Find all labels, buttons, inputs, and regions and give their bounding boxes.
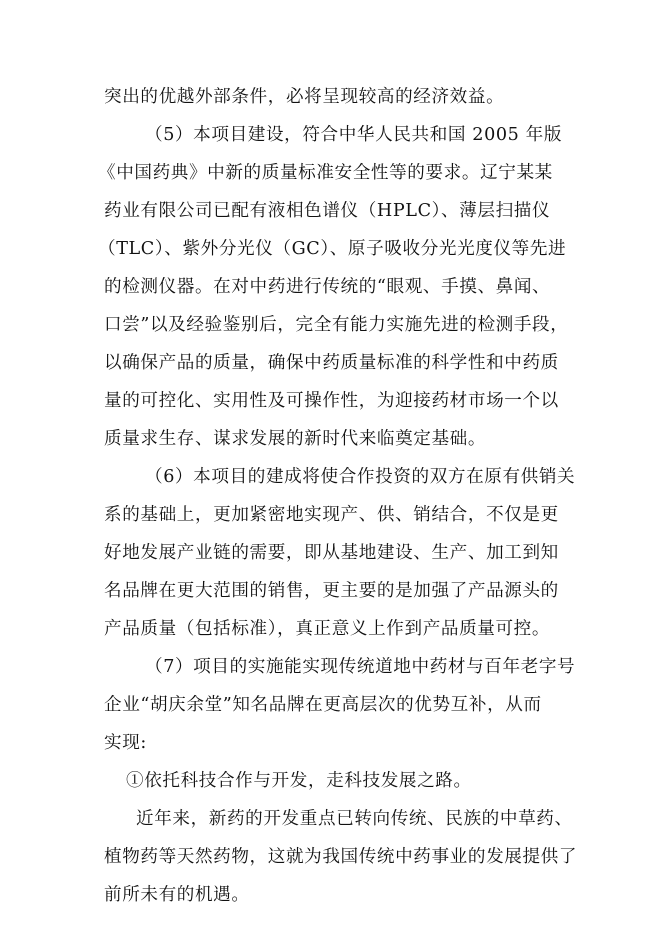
text-line: 《中国药典》中新的质量标准安全性等的要求。辽宁某某	[98, 163, 553, 183]
paragraph-5-heading-line: （5）本项目建设，符合中华人民共和国 2005 年版	[145, 125, 563, 145]
text-line: 的检测仪器。在对中药进行传统的“眼观、手摸、鼻闻、	[104, 277, 551, 297]
text-line: 实现:	[104, 733, 147, 753]
text-line: 量的可控化、实用性及可操作性，为迎接药材市场一个以	[104, 391, 559, 411]
text-line: 突出的优越外部条件，必将呈现较高的经济效益。	[104, 87, 505, 107]
text-line: 植物药等天然药物，这就为我国传统中药事业的发展提供了	[104, 847, 578, 867]
text-line: 前所未有的机遇。	[104, 885, 250, 905]
numbered-item-1: ①依托科技合作与开发，走科技发展之路。	[126, 771, 472, 791]
text-line: 药业有限公司已配有液相色谱仪（HPLC）、薄层扫描仪	[104, 201, 551, 221]
paragraph-6-heading-line: （6）本项目的建成将使合作投资的双方在原有供销关	[145, 467, 576, 487]
text-line: 产品质量（包括标准），真正意义上作到产品质量可控。	[104, 619, 551, 639]
text-line: 名品牌在更大范围的销售，更主要的是加强了产品源头的	[104, 581, 559, 601]
text-line: 以确保产品的质量，确保中药质量标准的科学性和中药质	[104, 353, 559, 373]
text-line: 质量求生存、谋求发展的新时代来临奠定基础。	[104, 429, 487, 449]
text-line: 近年来，新药的开发重点已转向传统、民族的中草药、	[136, 809, 573, 829]
text-line: 好地发展产业链的需要，即从基地建设、生产、加工到知	[104, 543, 559, 563]
text-line: 系的基础上，更加紧密地实现产、供、销结合，不仅是更	[104, 505, 559, 525]
text-line: （TLC）、紫外分光仪（GC）、原子吸收分光光度仪等先进	[98, 239, 567, 259]
text-line: 口尝”以及经验鉴别后，完全有能力实施先进的检测手段，	[104, 315, 569, 335]
text-line: 企业“胡庆余堂”知名品牌在更高层次的优势互补，从而	[104, 695, 542, 715]
paragraph-7-heading-line: （7）项目的实施能实现传统道地中药材与百年老字号	[145, 657, 576, 677]
